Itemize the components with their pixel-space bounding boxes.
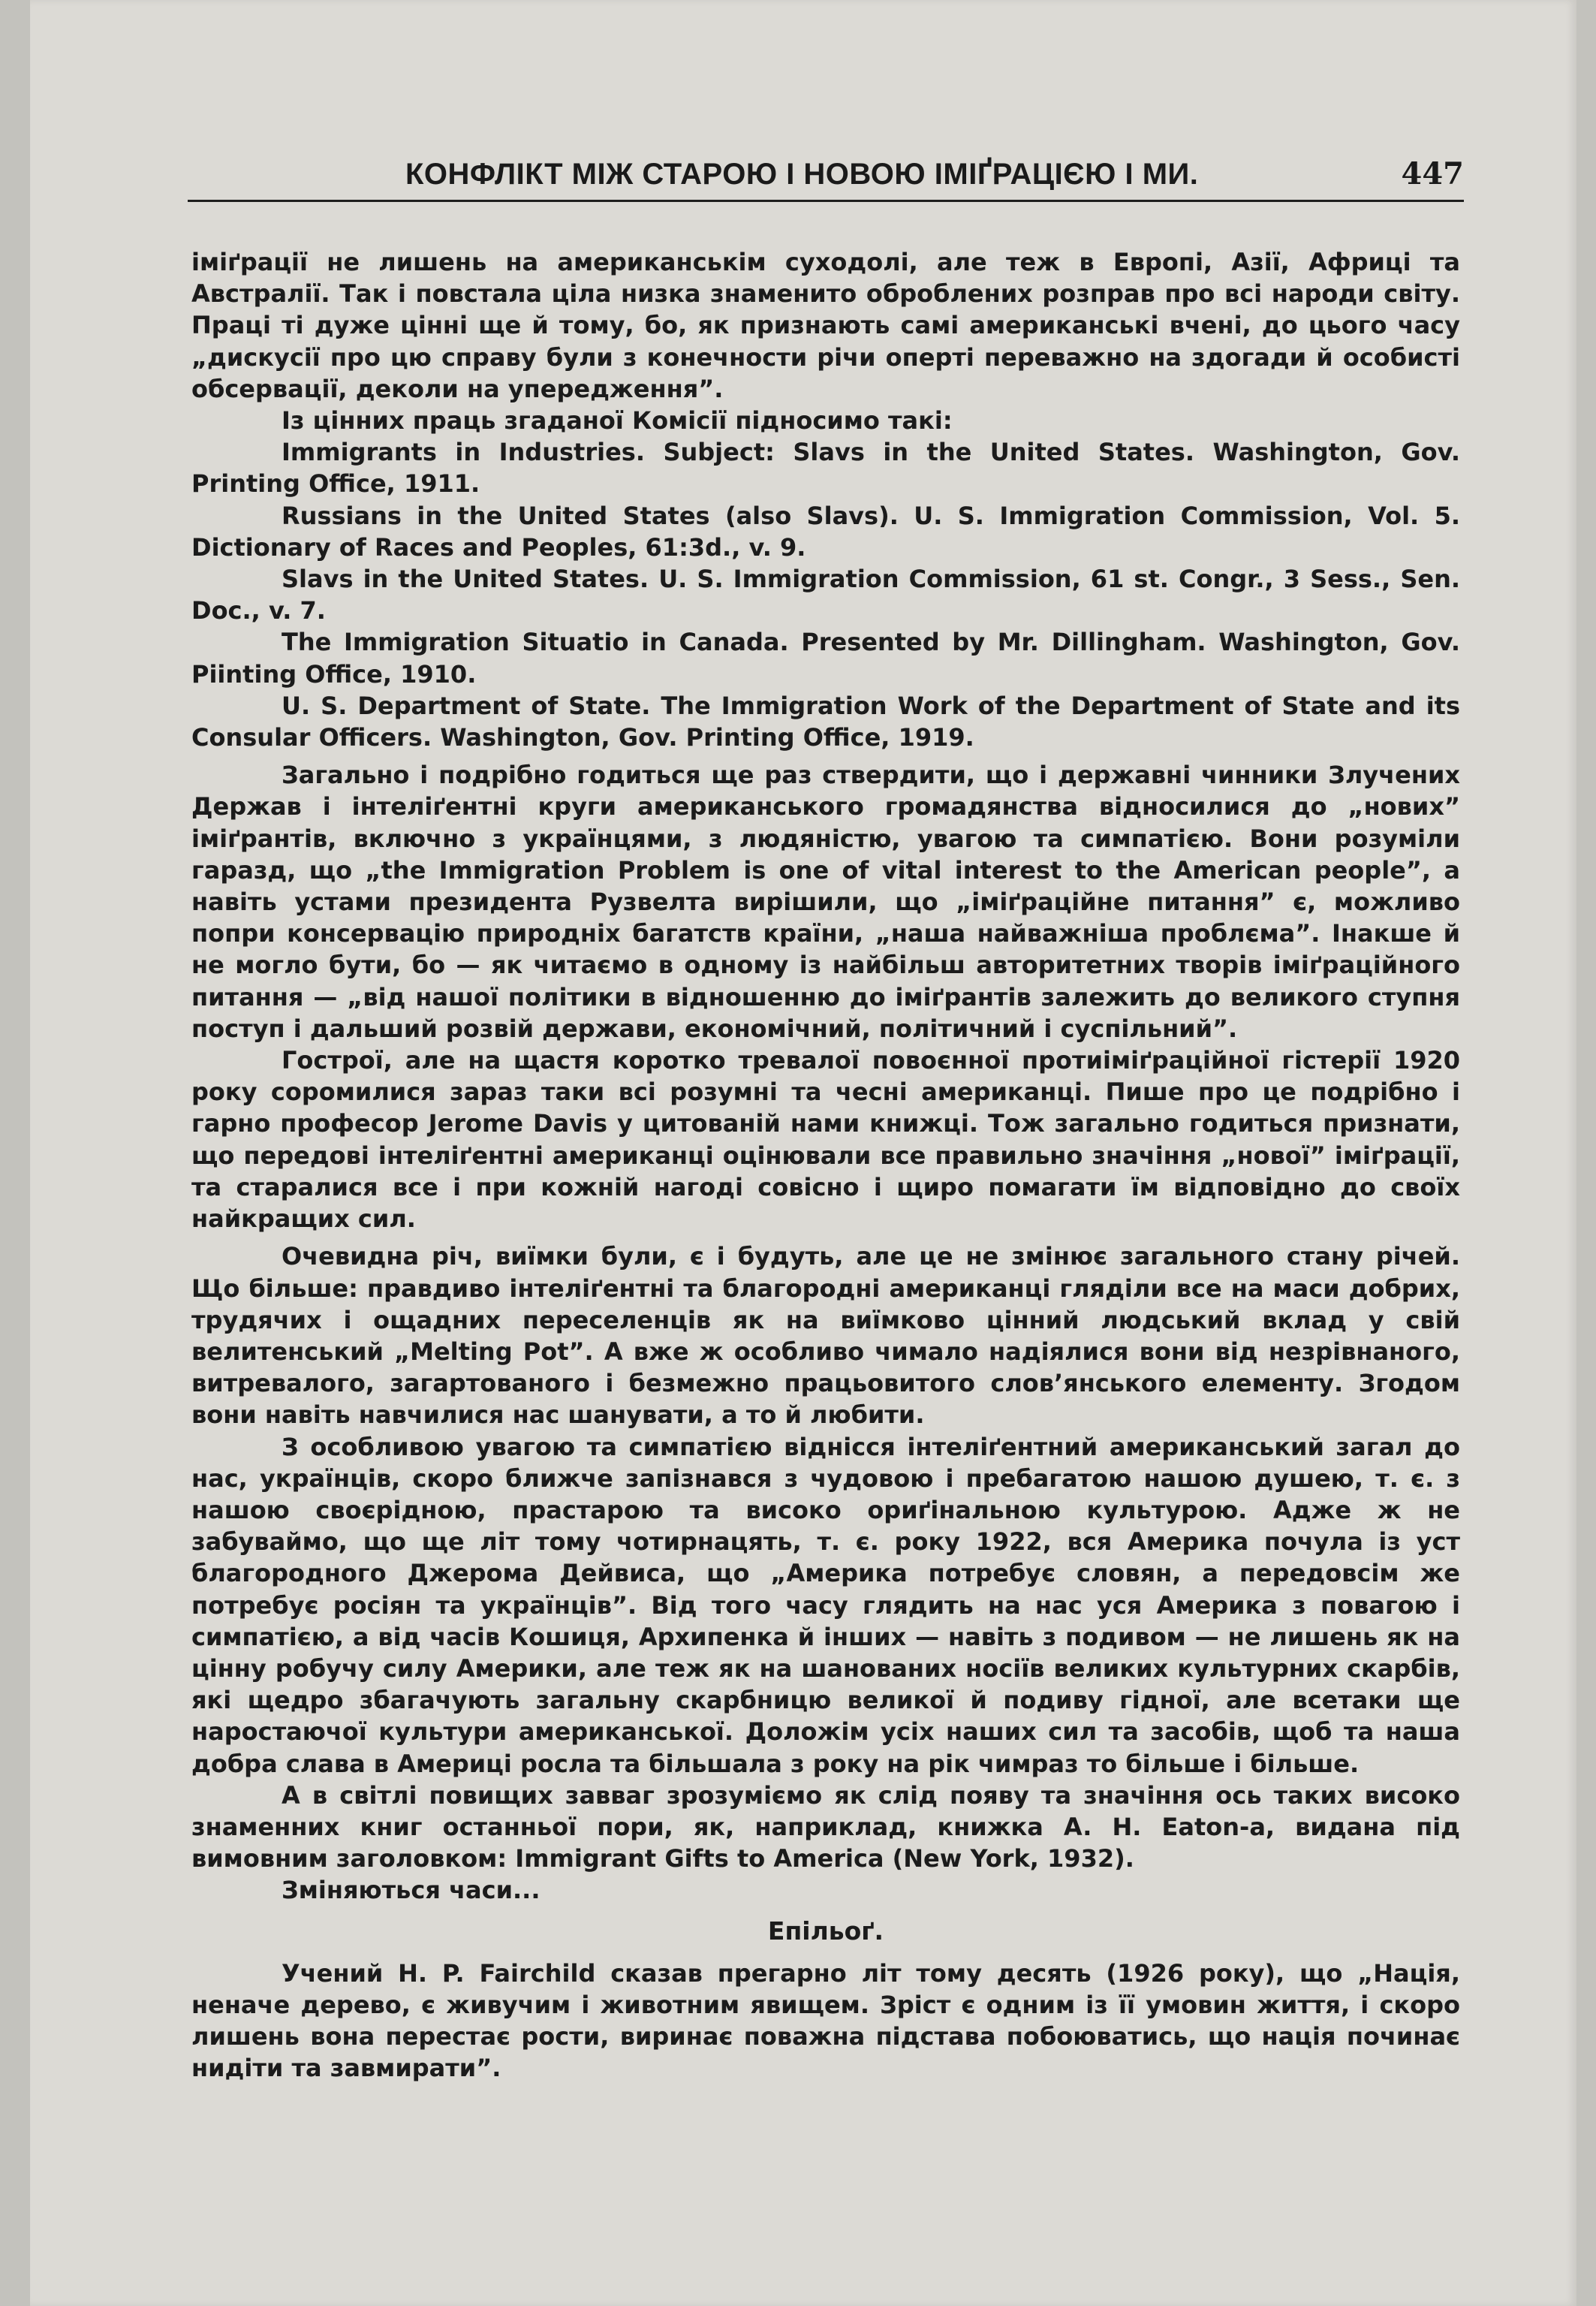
- bibliography-entry: Immigrants in Industries. Subject: Slavs in the United States. Washington, Gov. Printing Office, 1911.: [191, 438, 1460, 499]
- bibliography-entry: U. S. Department of State. The Immigration Work of the Department of State and its Consular Officers. Washington, Gov. Printing Office, 1919.: [191, 691, 1460, 752]
- bibliography-entry: The Immigration Situatio in Canada. Presented by Mr. Dillingham. Washington, Gov. Piinting Office, 1910.: [191, 628, 1460, 689]
- paragraph: А в світлі повищих завваг зрозуміємо як слід появу та значіння ось таких високо знаменних книг останньої пори, як, наприклад, книжка A. H. Eaton-a, видана під вимовним заголовком: Immigrant Gifts to America (New York, 1932).: [191, 1780, 1460, 1873]
- book-page: [30, 0, 1576, 2306]
- bibliography-entry: Slavs in the United States. U. S. Immigration Commission, 61 st. Congr., 3 Sess., Sen. Doc., v. 7.: [191, 565, 1460, 625]
- page-header: [188, 150, 1464, 202]
- paragraph-closing-line: Зміняються часи...: [282, 1876, 541, 1905]
- paragraph: Очевидна річ, виїмки були, є і будуть, але це не змінює загального стану річей. Що більше: правдиво інтеліґентні та благородні американці гляділи все на маси добрих, трудячих і ощадних переселенців як на виїмково цінний людський вклад у свій велитенський „Melting Pot”. А вже ж особливо чимало надіялися вони від незрівнаного, витревалого, загартованого і безмежно працьовитого слов’янського елементу. Згодом вони навіть навчилися нас шанувати, а то й любити.: [191, 1242, 1460, 1430]
- paragraph: Загально і подрібно годиться ще раз ствердити, що і державні чинники Злучених Держав і інтеліґентні круги американського громадянства відносилися до „нових” іміґрантів, включно з українцями, з людяністю, увагою та симпатією. Вони розуміли гаразд, що „the Immigration Problem is one of vital interest to the American people”, а навіть устами президента Рузвелта вирішили, що „іміґраційне питання” є, можливо попри консервацію природніх багатств країни, „наша найважніша проблєма”. Інакше й не могло бути, бо — як читаємо в одному із найбільш авторитетних творів іміґраційного питання — „від нашої політики в відношенню до іміґрантів залежить до великого ступня поступ і дальший розвій держави, економічний, політичний і суспільний”.: [191, 761, 1460, 1043]
- paragraph: З особливою увагою та симпатією віднісся інтеліґентний американський загал до нас, українців, скоро ближче запізнався з чудовою і пребагатою нашою душею, т. є. з нашою своєрідною, прастарою та високо ориґінальною культурою. Адже ж не забуваймо, що ще літ тому чотирнацять, т. є. року 1922, вся Америка почула із уст благородного Джерома Дейвиса, що „Америка потребує словян, а передовсім же потребує росіян та українців”. Від того часу глядить на нас уся Америка з повагою і симпатією, а від часів Кошиця, Архипенка й інших — навіть з подивом — не лишень як на цінну робучу силу Америки, але теж як на шанованих носіїв великих культурних скарбів, які щедро збагачують загальну скарбницю великої й подиву гідної, але всетаки ще наростаючої культури американської. Доложім усіх наших сил та засобів, щоб та наша добра слава в Америці росла та більшала з року на рік чимраз то більше і більше.: [191, 1432, 1460, 1778]
- epilogue-paragraph: Учений H. P. Fairchild сказав прегарно літ тому десять (1926 року), що „Нація, неначе дерево, є живучим і животним явищем. Зріст є одним із її умовин життя, і скоро лишень вона перестає рости, виринає поважна підстава побоюватись, що нація починає нидіти та завмирати”.: [191, 1958, 1460, 2083]
- page-number: 447: [1401, 156, 1464, 191]
- running-title: КОНФЛІКТ МІЖ СТАРОЮ І НОВОЮ ІМІҐРАЦІЄЮ І МИ.: [405, 158, 1199, 191]
- bibliography-entry: Russians in the United States (also Slavs). U. S. Immigration Commission, Vol. 5. Dictionary of Races and Peoples, 61:3d., v. 9.: [191, 501, 1460, 562]
- paragraph-commission-works: Із цінних праць згаданої Комісії підносимо такі:: [282, 406, 953, 436]
- body-text: [191, 246, 1460, 2084]
- paragraph: Гострої, але на щастя коротко тревалої повоєнної протиіміґраційної гістерії 1920 року соромилися зараз таки всі розумні та чесні американці. Пише про це подрібно і гарно професор Jerome Davis у цитованій нами книжці. Тож загально годиться признати, що передові інтеліґентні американці оцінювали все правильно значіння „нової” іміґрації, та старалися все і при кожній нагоді совісно і щиро помагати їм відповідно до своїх найкращих сил.: [191, 1046, 1460, 1234]
- epilogue-heading: Епільоґ.: [767, 1916, 884, 1946]
- paragraph-continuation: іміґрації не лишень на американськім суходолі, але теж в Европі, Азії, Африці та Австралії. Так і повстала ціла низка знаменито оброблених розправ про всі народи світу. Праці ті дуже цінні ще й тому, бо, як признають самі американські вчені, до цього часу „дискусії про цю справу були з конечности річи оперті переважно на здогади й особисті обсервації, деколи на упередження”.: [191, 248, 1460, 403]
